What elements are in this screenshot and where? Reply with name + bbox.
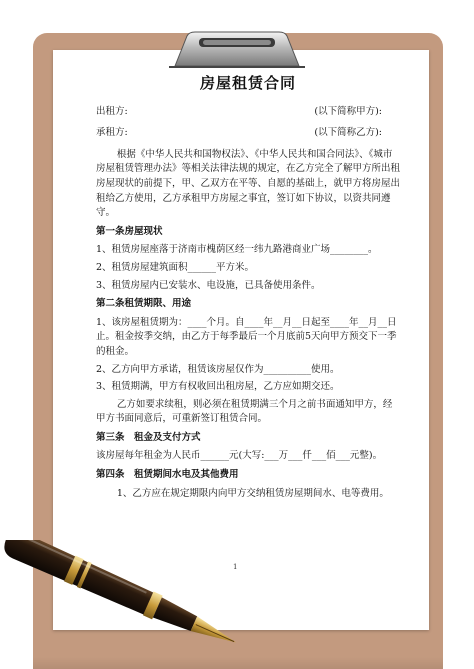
section-heading: 第四条 租赁期间水电及其他费用: [96, 469, 239, 481]
contract-document: [96, 76, 400, 504]
paragraph: 乙方如要求续租，则必须在租赁期满三个月之前书面通知甲方，经甲方书面同意后，可重新签订租赁合同。: [96, 398, 393, 425]
party-note: (以下简称甲方):: [314, 105, 382, 117]
party-lessor-row: [96, 105, 400, 120]
page-title: 房屋租赁合同: [199, 74, 296, 92]
paragraph: 1、租赁房屋座落于济南市槐荫区经一纬九路港商业广场________。: [96, 244, 378, 256]
clipboard-clip-icon: [165, 30, 309, 68]
section-heading: 第二条租赁期限、用途: [96, 298, 192, 310]
party-note: (以下简称乙方):: [314, 127, 382, 139]
intro-paragraph: 根据《中华人民共和国物权法》、《中华人民共和国合同法》、《城市房屋租赁管理办法》等相关法律法规的规定，在乙方完全了解甲方所出租房屋现状的前提下，甲、乙双方在平等、自愿的基础上，就甲方将房屋出租给乙方使用，乙方承租甲方房屋之事宜，签订如下协议，以资共同遵守。: [96, 148, 401, 219]
paragraph: 1、该房屋租赁期为：____个月。自____年__月__日起至____年__月__日止。租金按季交纳，由乙方于每季最后一个月底前5天向甲方预交下一季的租金。: [96, 316, 397, 357]
section-heading: 第三条 租金及支付方式: [96, 431, 201, 443]
section-heading: 第一条房屋现状: [96, 225, 163, 237]
page-number: 1: [233, 563, 238, 571]
party-label: 出租方:: [96, 105, 128, 117]
paragraph: 3、租赁期满，甲方有权收回出租房屋，乙方应如期交还。: [96, 381, 340, 393]
paragraph: 3、租赁房屋内已安装水、电设施，已具备使用条件。: [96, 279, 321, 291]
fountain-pen-icon: [0, 540, 250, 669]
paragraph: 2、乙方向甲方承诺，租赁该房屋仅作为__________使用。: [96, 363, 340, 375]
paragraph: 2、租赁房屋建筑面积______平方米。: [96, 261, 255, 273]
party-label: 承租方:: [96, 127, 128, 139]
paragraph: 1、乙方应在规定期限内向甲方交纳租赁房屋期间水、电等费用。: [116, 487, 389, 499]
paragraph: 该房屋每年租金为人民币______元(大写:___万___仟___佰___元整)。: [96, 450, 383, 462]
party-lessee-row: [96, 126, 400, 141]
